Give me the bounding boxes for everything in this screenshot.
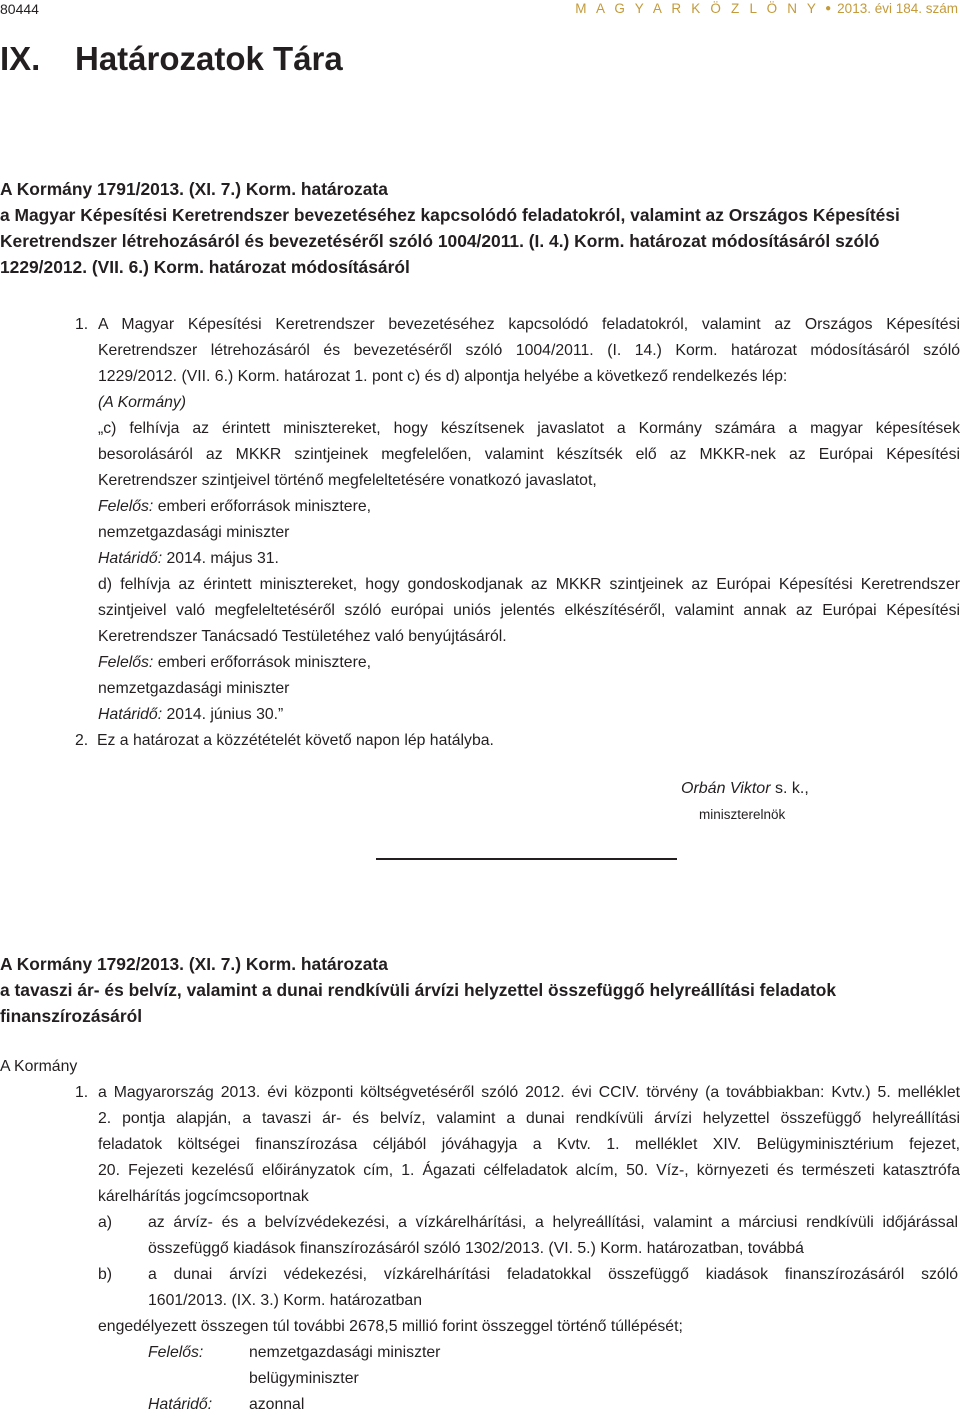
deadline-value: azonnal	[249, 1396, 305, 1413]
responsible-label: Felelős:	[98, 498, 154, 515]
deadline-line	[98, 546, 960, 572]
bullet-icon: ●	[825, 3, 832, 14]
text-line: a dunai árvízi védekezési, vízkárelhárítási feladatokkal összefüggő kiadások finanszírozásáról szóló	[148, 1266, 958, 1283]
section-name: Határozatok Tára	[75, 40, 343, 77]
section-title	[0, 40, 343, 78]
text-line: Keretrendszer szintjeivel történő megfeleltetésére vonatkozó javaslatot,	[98, 472, 597, 489]
text-line: szintjeivel való megfeleltetéséről szóló európai uniós jelentés elkészítéséről, valamint annak az Európai Képesítési	[98, 602, 960, 619]
closing-text: engedélyezett összegen túl további 2678,5 millió forint összeggel történő túllépését;	[98, 1318, 683, 1335]
text-line: összefüggő kiadások finanszírozásáról szóló 1302/2013. (VI. 5.) Korm. határozatban, továbbá	[148, 1240, 804, 1257]
signer-name: Orbán Viktor	[681, 780, 771, 797]
deadline-label: Határidő:	[98, 706, 163, 723]
deadline-label: Határidő:	[148, 1396, 213, 1413]
text-line: feladatok költségei finanszírozása céljából jóváhagyja a Kvtv. 1. melléklet XIV. Belügyminisztérium fejezet,	[98, 1136, 960, 1153]
text-line: „c) felhívja az érintett minisztereket, hogy készítsenek javaslatot a Kormány számára a magyar képesítések	[98, 420, 960, 437]
issue-number: 2013. évi 184. szám	[837, 1, 958, 16]
page-header	[0, 0, 960, 22]
decree2-intro: A Kormány	[0, 1058, 78, 1075]
decree1-subject-line: 1229/2012. (VII. 6.) Korm. határozat módosításáról	[0, 257, 410, 277]
responsible-line	[98, 650, 960, 676]
text-line: 1229/2012. (VII. 6.) Korm. határozat 1. pont c) és d) alpontja helyébe a következő rendelkezés lép:	[98, 368, 788, 385]
responsible-value-2: belügyminiszter	[249, 1370, 359, 1387]
text-line: Keretrendszer Tanácsadó Testületéhez való benyújtásáról.	[98, 628, 507, 645]
decree1-heading	[0, 176, 960, 280]
decree1-subject-line: a Magyar Képesítési Keretrendszer bevezetéséhez kapcsolódó feladatokról, valamint az Országos Képesítési	[0, 205, 900, 225]
journal-name: M A G Y A R K Ö Z L Ö N Y	[575, 1, 820, 16]
point-number: 1.	[75, 1084, 89, 1101]
actor-label: (A Kormány)	[98, 394, 187, 411]
page-number: 80444	[0, 1, 39, 17]
decree2-title: A Kormány 1792/2013. (XI. 7.) Korm. határozata	[0, 954, 388, 974]
journal-info	[575, 1, 958, 16]
decree2-subject-line: a tavaszi ár- és belvíz, valamint a dunai rendkívüli árvízi helyzettel összefüggő helyreállítási feladatok	[0, 980, 837, 1000]
decree2-point1-text	[98, 1080, 960, 1210]
responsible-value-2: nemzetgazdasági miniszter	[98, 680, 290, 697]
text-line: 2. pontja alapján, a tavaszi ár- és belvíz, valamint a dunai rendkívüli árvízi helyzettel összefüggő helyreállítási	[98, 1110, 960, 1127]
point1-text	[75, 312, 960, 754]
decree2-heading	[0, 951, 960, 1029]
decree2-subject-line: finanszírozásáról	[0, 1006, 143, 1026]
responsible-value: emberi erőforrások minisztere,	[157, 498, 372, 515]
deadline-label: Határidő:	[98, 550, 163, 567]
text-line: az árvíz- és a belvízvédekezési, a vízkárelhárítási, a helyreállítási, valamint a márciusi rendkívüli időjárással	[148, 1214, 958, 1231]
point2-text: Ez a határozat a közzétételét követő napon lép hatályba.	[96, 732, 494, 749]
point-number: 1.	[75, 316, 89, 333]
section-number: IX.	[0, 40, 41, 77]
text-line: d) felhívja az érintett minisztereket, hogy gondoskodjanak az MKKR szintjeinek az Európai Képesítési Keretrendszer	[98, 576, 960, 593]
responsible-label: Felelős:	[148, 1344, 204, 1361]
decree1-title: A Kormány 1791/2013. (XI. 7.) Korm. határozata	[0, 179, 388, 199]
signature	[681, 776, 809, 802]
text-line: 20. Fejezeti kezelésű előirányzatok cím, 1. Ágazati célfeladatok alcím, 50. Víz-, környezeti és természeti katasztrófa	[98, 1162, 960, 1179]
decree1-subject-line: Keretrendszer létrehozásáról és bevezetéséről szóló 1004/2011. (I. 4.) Korm. határozat módosításáról szóló	[0, 231, 880, 251]
responsible-value-2: nemzetgazdasági miniszter	[98, 524, 290, 541]
signer-title: miniszterelnök	[699, 807, 786, 822]
separator-line	[376, 858, 677, 860]
point-number: 2.	[75, 732, 89, 749]
responsible-label: Felelős:	[98, 654, 154, 671]
item-label-b: b)	[98, 1266, 113, 1283]
deadline-value: 2014. május 31.	[166, 550, 279, 567]
text-line: a Magyarország 2013. évi központi költségvetéséről szóló 2012. évi CCIV. törvény (a továbbiakban: Kvtv.) 5. melléklet	[98, 1084, 960, 1101]
item-label-a: a)	[98, 1214, 113, 1231]
text-line: kárelhárítás jogcímcsoportnak	[98, 1188, 309, 1205]
deadline-line	[98, 702, 960, 728]
responsible-value: emberi erőforrások minisztere,	[157, 654, 372, 671]
deadline-value: 2014. június 30.”	[166, 706, 284, 723]
item-b-text	[148, 1262, 958, 1314]
responsible-value: nemzetgazdasági miniszter	[249, 1344, 441, 1361]
text-line: Keretrendszer létrehozásáról és bevezetéséről szóló 1004/2011. (I. 14.) Korm. határozat módosításáról szóló	[98, 342, 960, 359]
text-line: A Magyar Képesítési Keretrendszer bevezetéséhez kapcsolódó feladatokról, valamint az Országos Képesítési	[98, 316, 960, 333]
point2-line	[75, 728, 937, 754]
text-line: 1601/2013. (IX. 3.) Korm. határozatban	[148, 1292, 422, 1309]
signer-suffix: s. k.,	[770, 780, 809, 797]
item-a-text	[148, 1210, 958, 1262]
responsible-line	[98, 494, 960, 520]
text-line: besorolásáról az MKKR szintjeinek megfelelően, valamint készítsék elő az MKKR-nek az Európai Képesítési	[98, 446, 960, 463]
